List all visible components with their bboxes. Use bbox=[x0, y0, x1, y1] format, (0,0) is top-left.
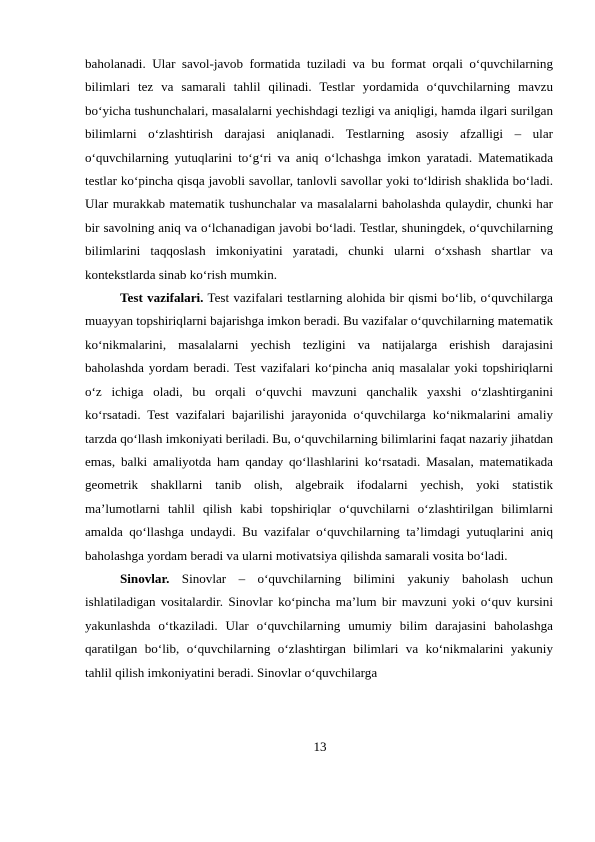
heading-test-tasks: Test vazifalari. bbox=[120, 290, 204, 306]
heading-exams: Sinovlar. bbox=[120, 570, 170, 586]
paragraph-exams bbox=[85, 567, 553, 684]
document-body bbox=[85, 52, 553, 684]
paragraph-tests-continuation: baholanadi. Ular savol-javob formatida tuziladi va bu format orqali o‘quvchilarning bilimlari tez va samarali tahlil qilinadi. Testlar yordamida o‘quvchilarning mavzu bo‘yicha tushunchalari, masalalarni yechishdagi tezligi va aniqligi, hamda ilgari surilgan bilimlarni o‘zlashtirish darajasi aniqlanadi. Testlarning asosiy afzalligi – ular o‘quvchilarning yutuqlarini to‘g‘ri va aniq o‘lchashga imkon yaratadi. Matematikada testlar ko‘pincha qisqa javobli savollar, tanlovli savollar yoki to‘ldirish shaklida bo‘ladi. Ular murakkab matematik tushunchalar va masalalarni baholashda qulaydir, chunki har bir savolning aniq va o‘lchanadigan javobi bo‘ladi. Testlar, shuningdek, o‘quvchilarning bilimlarini taqqoslash imkoniyatini yaratadi, chunki ularni o‘xshash shartlar va kontekstlarda sinab ko‘rish mumkin. bbox=[85, 56, 553, 282]
paragraph-test-tasks-body: Test vazifalari testlarning alohida bir qismi bo‘lib, o‘quvchilarga muayyan topshiriqlarni bajarishga imkon beradi. Bu vazifalar o‘quvchilarning matematik ko‘nikmalarini, masalalarni yechish tezligini va natijalarga erishish darajasini baholashda yordam beradi. Test vazifalari ko‘pincha aniq masalalar yoki topshiriqlarni o‘z ichiga oladi, bu orqali o‘quvchi mavzuni qanchalik yaxshi o‘zlashtirganini ko‘rsatadi. Test vazifalari bajarilishi jarayonida o‘quvchilarga ko‘nikmalarini amaliy tarzda qo‘llash imkoniyati beriladi. Bu, o‘quvchilarning bilimlarini faqat nazariy jihatdan emas, balki amaliyotda ham qanday qo‘llashlarini ko‘rsatadi. Masalan, matematikada geometrik shakllarni tanib olish, algebraik ifodalarni yechish, yoki statistik ma’lumotlarni tahlil qilish kabi topshiriqlar o‘quvchilarni o‘zlashtirilgan bilimlarni amalda qo‘llashga undaydi. Bu vazifalar o‘quvchilarning ta’limdagi yutuqlarini aniq baholashga yordam beradi va ularni motivatsiya qilishda samarali vosita bo‘ladi. bbox=[85, 290, 553, 563]
page-number: 13 bbox=[313, 739, 327, 754]
paragraph-exams-body: Sinovlar – o‘quvchilarning bilimini yakuniy baholash uchun ishlatiladigan vositalardir. Sinovlar ko‘pincha ma’lum bir mavzuni yoki o‘quv kursini yakunlashda o‘tkaziladi. Ular o‘quvchilarning umumiy bilim darajasini baholashga qaratilgan bo‘lib, o‘quvchilarning o‘zlashtirgan bilimlari va ko‘nikmalarini yakuniy tahlil qilish imkoniyatini beradi. Sinovlar o‘quvchilarga bbox=[85, 570, 553, 680]
paragraph-test-tasks bbox=[85, 286, 553, 567]
